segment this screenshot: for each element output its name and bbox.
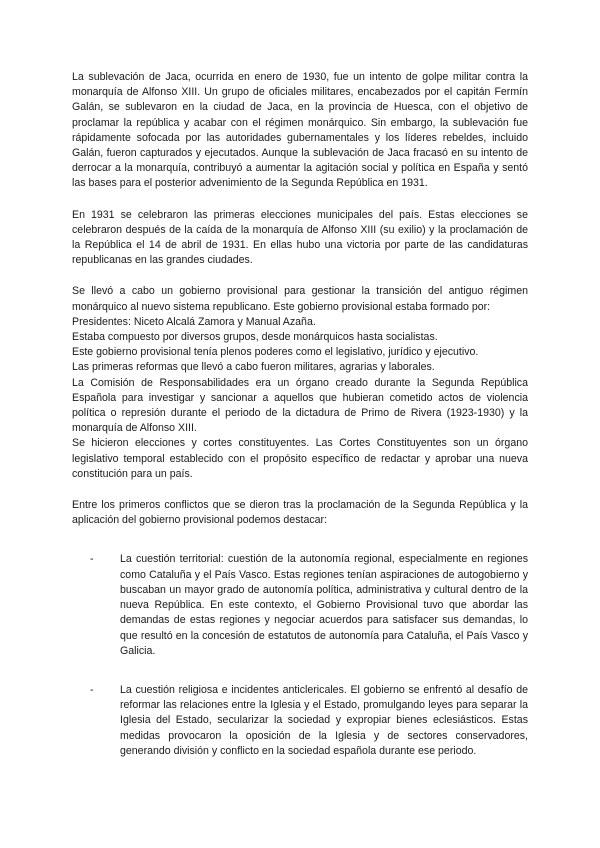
- paragraph-conflictos-intro: Entre los primeros conflictos que se dieron tras la proclamación de la Segunda República y la aplicación del gobierno provisional podemos destacar:: [72, 499, 528, 527]
- conflict-territorial-text: La cuestión territorial: cuestión de la autonomía regional, especialmente en regiones como Cataluña y el País Vasco. Estas regiones tenían aspiraciones de autogobierno y buscaban un mayor grado de autonomía política, administrativa y cultural dentro de la nueva República. En este contexto, el Gobierno Provisional tuvo que abordar las demandas de estas regiones y negociar acuerdos para satisfacer sus demandas, lo que resultó en la concesión de estatutos de autonomía para Cataluña, el País Vasco y Galicia.: [120, 553, 528, 657]
- conflict-religiosa-text: La cuestión religiosa e incidentes anticlericales. El gobierno se enfrentó al desafío de reformar las relaciones entre la Iglesia y el Estado, promulgando leyes para separar la Iglesia del Estado, secularizar la sociedad y expropiar bienes eclesiásticos. Estas medidas provocaron la oposición de la Iglesia y de sectores conservadores, generando división y conflicto en la sociedad española durante ese periodo.: [120, 683, 528, 757]
- gobierno-poderes-line: Este gobierno provisional tenía plenos poderes como el legislativo, jurídico y ejecutivo.: [72, 346, 479, 359]
- paragraph-elecciones-1931: En 1931 se celebraron las primeras elecciones municipales del país. Estas elecciones se celebraron después de la caída de la monarquía de Alfonso XIII (su exilio) y la proclamación de la República el 14 de abril de 1931. En ellas hubo una victoria por parte de las candidaturas republicanas en las grandes ciudades.: [72, 208, 528, 267]
- gobierno-provisional-block: [72, 284, 528, 482]
- conflicts-list: [72, 552, 528, 758]
- cortes-constituyentes-line: Se hicieron elecciones y cortes constituyentes. Las Cortes Constituyentes son un órgano legislativo temporal establecido con el propósito específico de redactar y aprobar una nueva constitución para un país.: [72, 437, 528, 480]
- bullet-marker: -: [90, 553, 94, 566]
- list-item-cuestion-religiosa: [72, 683, 528, 759]
- comision-responsabilidades-line: La Comisión de Responsabilidades era un órgano creado durante la Segunda República Española para investigar y sancionar a aquellos que hubieran cometido actos de violencia política o represión durante el periodo de la dictadura de Primo de Rivera (1923-1930) y la monarquía de Alfonso XIII.: [72, 376, 528, 435]
- gobierno-composicion-line: Estaba compuesto por diversos grupos, desde monárquicos hasta socialistas.: [72, 331, 438, 344]
- list-item-cuestion-territorial: [72, 552, 528, 658]
- gobierno-provisional-intro: Se llevó a cabo un gobierno provisional para gestionar la transición del antiguo régimen monárquico al nuevo sistema republicano. Este gobierno provisional estaba formado por:: [72, 285, 528, 313]
- paragraph-sublevacion-jaca: La sublevación de Jaca, ocurrida en enero de 1930, fue un intento de golpe militar contra la monarquía de Alfonso XIII. Un grupo de oficiales militares, encabezados por el capitán Fermín Galán, se sublevaron en la ciudad de Jaca, en la provincia de Huesca, con el objetivo de proclamar la república y acabar con el régimen monárquico. Sin embargo, la sublevación fue rápidamente sofocada por las autoridades gubernamentales y los líderes rebeldes, incluido Galán, fueron capturados y ejecutados. Aunque la sublevación de Jaca fracasó en su intento de derrocar a la monarquía, contribuyó a aumentar la agitación social y política en España y sentó las bases para el posterior advenimiento de la Segunda República en 1931.: [72, 71, 528, 190]
- document-body: [72, 70, 528, 774]
- gobierno-presidentes-line: Presidentes: Niceto Alcalá Zamora y Manual Azaña.: [72, 315, 316, 328]
- gobierno-reformas-line: Las primeras reformas que llevó a cabo fueron militares, agrarias y laborales.: [72, 361, 435, 374]
- bullet-marker: -: [90, 683, 94, 696]
